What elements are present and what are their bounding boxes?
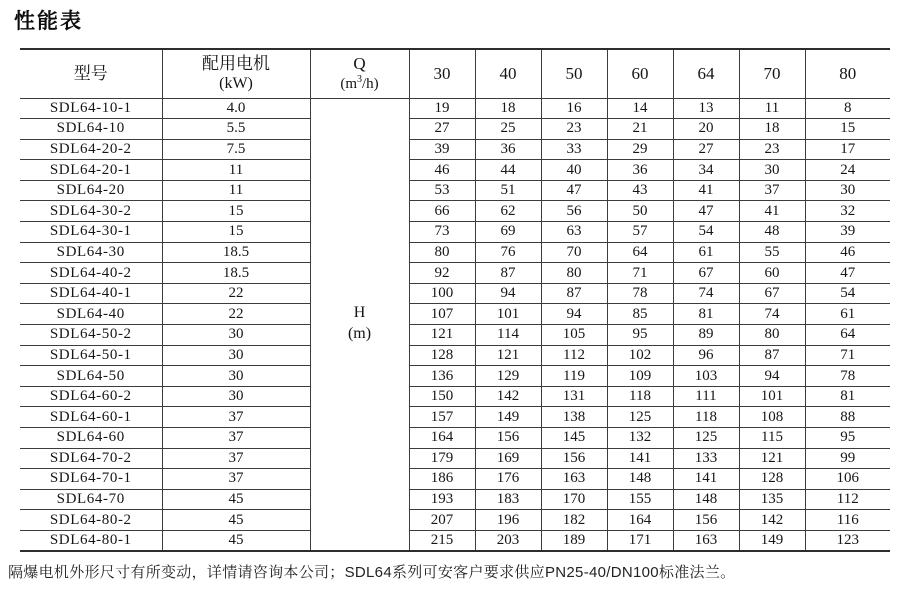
head-value-cell: 61 [805,304,890,325]
col-header-motor [162,49,310,98]
head-value-cell: 78 [607,283,673,304]
motor-kw-cell: 22 [162,304,310,325]
head-value-cell: 61 [673,242,739,263]
head-value-cell: 125 [607,407,673,428]
head-value-cell: 46 [805,242,890,263]
head-value-cell: 121 [475,345,541,366]
motor-kw-cell: 37 [162,448,310,469]
head-value-cell: 196 [475,510,541,531]
q-unit: $(m^3/h)$ [340,74,379,93]
head-value-cell: 108 [739,407,805,428]
head-value-cell: 132 [607,428,673,449]
head-value-cell: 87 [739,345,805,366]
head-value-cell: 81 [805,386,890,407]
table-row [20,242,890,263]
col-header-flow-30: 30 [409,49,475,98]
head-value-cell: 150 [409,386,475,407]
table-row [20,489,890,510]
head-value-cell: 164 [409,428,475,449]
table-row [20,160,890,181]
head-value-cell: 142 [739,510,805,531]
head-value-cell: 63 [541,222,607,243]
table-row [20,119,890,140]
motor-kw-cell: 11 [162,180,310,201]
catalog-page [0,9,900,594]
head-value-cell: 129 [475,366,541,387]
head-value-cell: 156 [475,428,541,449]
head-value-cell: 30 [739,160,805,181]
motor-kw-cell: 37 [162,469,310,490]
head-value-cell: 41 [739,201,805,222]
motor-kw-cell: 15 [162,222,310,243]
model-cell: SDL64-50-1 [20,345,162,366]
head-value-cell: 88 [805,407,890,428]
head-value-cell: 13 [673,98,739,119]
head-value-cell: 56 [541,201,607,222]
head-value-cell: 170 [541,489,607,510]
col-header-model: 型号 [20,49,162,98]
head-value-cell: 189 [541,530,607,551]
motor-kw-cell: 18.5 [162,263,310,284]
head-value-cell: 128 [739,469,805,490]
head-value-cell: 145 [541,428,607,449]
head-value-cell: 135 [739,489,805,510]
head-value-cell: 118 [607,386,673,407]
head-value-cell: 138 [541,407,607,428]
head-value-cell: 176 [475,469,541,490]
head-value-cell: 121 [409,325,475,346]
table-row [20,222,890,243]
head-value-cell: 101 [475,304,541,325]
head-value-cell: 47 [541,180,607,201]
head-value-cell: 87 [541,283,607,304]
col-header-flow-80: 80 [805,49,890,98]
head-value-cell: 103 [673,366,739,387]
head-value-cell: 47 [805,263,890,284]
motor-kw-cell: 45 [162,510,310,531]
head-value-cell: 67 [739,283,805,304]
head-value-cell: 94 [739,366,805,387]
head-value-cell: 193 [409,489,475,510]
head-value-cell: 111 [673,386,739,407]
head-value-cell: 203 [475,530,541,551]
head-value-cell: 141 [607,448,673,469]
h-unit: (m) [347,325,372,343]
head-value-cell: 21 [607,119,673,140]
head-value-cell: 23 [541,119,607,140]
motor-kw-cell: 22 [162,283,310,304]
page-title: 性能表 [14,10,83,33]
head-value-cell: 81 [673,304,739,325]
head-value-cell: 89 [673,325,739,346]
head-value-cell: 109 [607,366,673,387]
table-row [20,428,890,449]
motor-header-unit: (kW) [219,75,253,93]
model-cell: SDL64-10 [20,119,162,140]
head-value-cell: 41 [673,180,739,201]
head-value-cell: 40 [541,160,607,181]
motor-kw-cell: 5.5 [162,119,310,140]
head-value-cell: 87 [475,263,541,284]
head-value-cell: 106 [805,469,890,490]
col-header-q [310,49,409,98]
model-cell: SDL64-70-1 [20,469,162,490]
head-value-cell: 11 [739,98,805,119]
head-value-cell: 36 [607,160,673,181]
head-value-cell: 207 [409,510,475,531]
col-header-flow-64: 64 [673,49,739,98]
head-value-cell: 125 [673,428,739,449]
head-unit-cell [310,98,409,551]
head-value-cell: 119 [541,366,607,387]
head-value-cell: 54 [673,222,739,243]
motor-kw-cell: 37 [162,428,310,449]
motor-kw-cell: 45 [162,530,310,551]
head-value-cell: 24 [805,160,890,181]
head-value-cell: 112 [805,489,890,510]
head-value-cell: 115 [739,428,805,449]
motor-kw-cell: 45 [162,489,310,510]
table-row [20,201,890,222]
table-row [20,180,890,201]
head-value-cell: 18 [739,119,805,140]
head-value-cell: 105 [541,325,607,346]
head-value-cell: 54 [805,283,890,304]
head-value-cell: 141 [673,469,739,490]
table-row [20,366,890,387]
model-cell: SDL64-20 [20,180,162,201]
table-row [20,139,890,160]
table-row [20,304,890,325]
head-value-cell: 156 [541,448,607,469]
head-value-cell: 78 [805,366,890,387]
head-value-cell: 46 [409,160,475,181]
table-row [20,469,890,490]
head-value-cell: 92 [409,263,475,284]
head-value-cell: 64 [607,242,673,263]
head-value-cell: 169 [475,448,541,469]
head-value-cell: 85 [607,304,673,325]
head-value-cell: 39 [409,139,475,160]
head-value-cell: 95 [805,428,890,449]
head-value-cell: 20 [673,119,739,140]
head-value-cell: 36 [475,139,541,160]
head-value-cell: 157 [409,407,475,428]
head-value-cell: 94 [475,283,541,304]
head-value-cell: 133 [673,448,739,469]
head-value-cell: 43 [607,180,673,201]
head-value-cell: 148 [673,489,739,510]
head-value-cell: 30 [805,180,890,201]
head-value-cell: 96 [673,345,739,366]
head-value-cell: 32 [805,201,890,222]
head-value-cell: 25 [475,119,541,140]
head-value-cell: 37 [739,180,805,201]
head-value-cell: 74 [673,283,739,304]
model-cell: SDL64-20-1 [20,160,162,181]
head-value-cell: 17 [805,139,890,160]
table-row [20,448,890,469]
model-cell: SDL64-70 [20,489,162,510]
motor-kw-cell: 18.5 [162,242,310,263]
head-value-cell: 121 [739,448,805,469]
model-cell: SDL64-30 [20,242,162,263]
head-value-cell: 107 [409,304,475,325]
head-value-cell: 148 [607,469,673,490]
model-cell: SDL64-30-2 [20,201,162,222]
model-cell: SDL64-40-2 [20,263,162,284]
head-value-cell: 123 [805,530,890,551]
head-value-cell: 16 [541,98,607,119]
head-value-cell: 39 [805,222,890,243]
head-value-cell: 80 [409,242,475,263]
motor-header-label: 配用电机 [202,53,270,73]
model-cell: SDL64-60-2 [20,386,162,407]
motor-kw-cell: 30 [162,345,310,366]
motor-kw-cell: 7.5 [162,139,310,160]
table-row [20,263,890,284]
head-value-cell: 95 [607,325,673,346]
model-cell: SDL64-30-1 [20,222,162,243]
head-value-cell: 27 [673,139,739,160]
head-value-cell: 114 [475,325,541,346]
head-value-cell: 102 [607,345,673,366]
head-value-cell: 48 [739,222,805,243]
head-value-cell: 44 [475,160,541,181]
motor-kw-cell: 11 [162,160,310,181]
head-value-cell: 50 [607,201,673,222]
head-value-cell: 94 [541,304,607,325]
head-value-cell: 142 [475,386,541,407]
head-value-cell: 116 [805,510,890,531]
head-value-cell: 15 [805,119,890,140]
col-header-flow-40: 40 [475,49,541,98]
head-value-cell: 118 [673,407,739,428]
head-value-cell: 71 [805,345,890,366]
head-value-cell: 76 [475,242,541,263]
model-cell: SDL64-40-1 [20,283,162,304]
head-value-cell: 101 [739,386,805,407]
model-cell: SDL64-60-1 [20,407,162,428]
head-value-cell: 8 [805,98,890,119]
motor-kw-cell: 37 [162,407,310,428]
model-cell: SDL64-10-1 [20,98,162,119]
head-value-cell: 149 [475,407,541,428]
head-value-cell: 60 [739,263,805,284]
head-value-cell: 70 [541,242,607,263]
model-cell: SDL64-20-2 [20,139,162,160]
head-value-cell: 74 [739,304,805,325]
table-row [20,386,890,407]
table-row [20,283,890,304]
head-value-cell: 156 [673,510,739,531]
head-value-cell: 19 [409,98,475,119]
head-value-cell: 66 [409,201,475,222]
head-value-cell: 155 [607,489,673,510]
model-cell: SDL64-70-2 [20,448,162,469]
head-value-cell: 23 [739,139,805,160]
head-value-cell: 55 [739,242,805,263]
head-value-cell: 34 [673,160,739,181]
head-value-cell: 69 [475,222,541,243]
table-row [20,325,890,346]
head-value-cell: 100 [409,283,475,304]
table-row [20,345,890,366]
head-value-cell: 183 [475,489,541,510]
motor-kw-cell: 4.0 [162,98,310,119]
head-value-cell: 186 [409,469,475,490]
head-value-cell: 149 [739,530,805,551]
col-header-flow-60: 60 [607,49,673,98]
model-cell: SDL64-80-2 [20,510,162,531]
model-cell: SDL64-50-2 [20,325,162,346]
head-value-cell: 163 [673,530,739,551]
motor-kw-cell: 15 [162,201,310,222]
head-value-cell: 57 [607,222,673,243]
head-value-cell: 62 [475,201,541,222]
footer-note: 隔爆电机外形尺寸有所变动，详情请咨询本公司；SDL64系列可安客户要求供应PN25-40/DN100标准法兰。 [8,564,736,582]
head-value-cell: 18 [475,98,541,119]
head-value-cell: 128 [409,345,475,366]
head-value-cell: 64 [805,325,890,346]
table-row [20,98,890,119]
col-header-flow-50: 50 [541,49,607,98]
head-value-cell: 182 [541,510,607,531]
model-cell: SDL64-80-1 [20,530,162,551]
head-value-cell: 171 [607,530,673,551]
head-value-cell: 67 [673,263,739,284]
motor-kw-cell: 30 [162,386,310,407]
table-row [20,530,890,551]
head-value-cell: 27 [409,119,475,140]
table-row [20,407,890,428]
head-value-cell: 112 [541,345,607,366]
head-value-cell: 136 [409,366,475,387]
head-value-cell: 164 [607,510,673,531]
head-value-cell: 47 [673,201,739,222]
head-value-cell: 14 [607,98,673,119]
motor-kw-cell: 30 [162,325,310,346]
head-value-cell: 53 [409,180,475,201]
head-value-cell: 131 [541,386,607,407]
model-cell: SDL64-50 [20,366,162,387]
head-value-cell: 51 [475,180,541,201]
head-value-cell: 73 [409,222,475,243]
motor-kw-cell: 30 [162,366,310,387]
head-value-cell: 163 [541,469,607,490]
header-row [20,49,890,98]
performance-table [20,48,890,552]
head-value-cell: 71 [607,263,673,284]
q-symbol: Q [353,54,366,74]
col-header-flow-70: 70 [739,49,805,98]
model-cell: SDL64-40 [20,304,162,325]
head-value-cell: 80 [739,325,805,346]
model-cell: SDL64-60 [20,428,162,449]
head-value-cell: 215 [409,530,475,551]
head-value-cell: 29 [607,139,673,160]
head-value-cell: 99 [805,448,890,469]
table-row [20,510,890,531]
h-symbol: H [353,304,366,322]
head-value-cell: 179 [409,448,475,469]
head-value-cell: 80 [541,263,607,284]
head-value-cell: 33 [541,139,607,160]
